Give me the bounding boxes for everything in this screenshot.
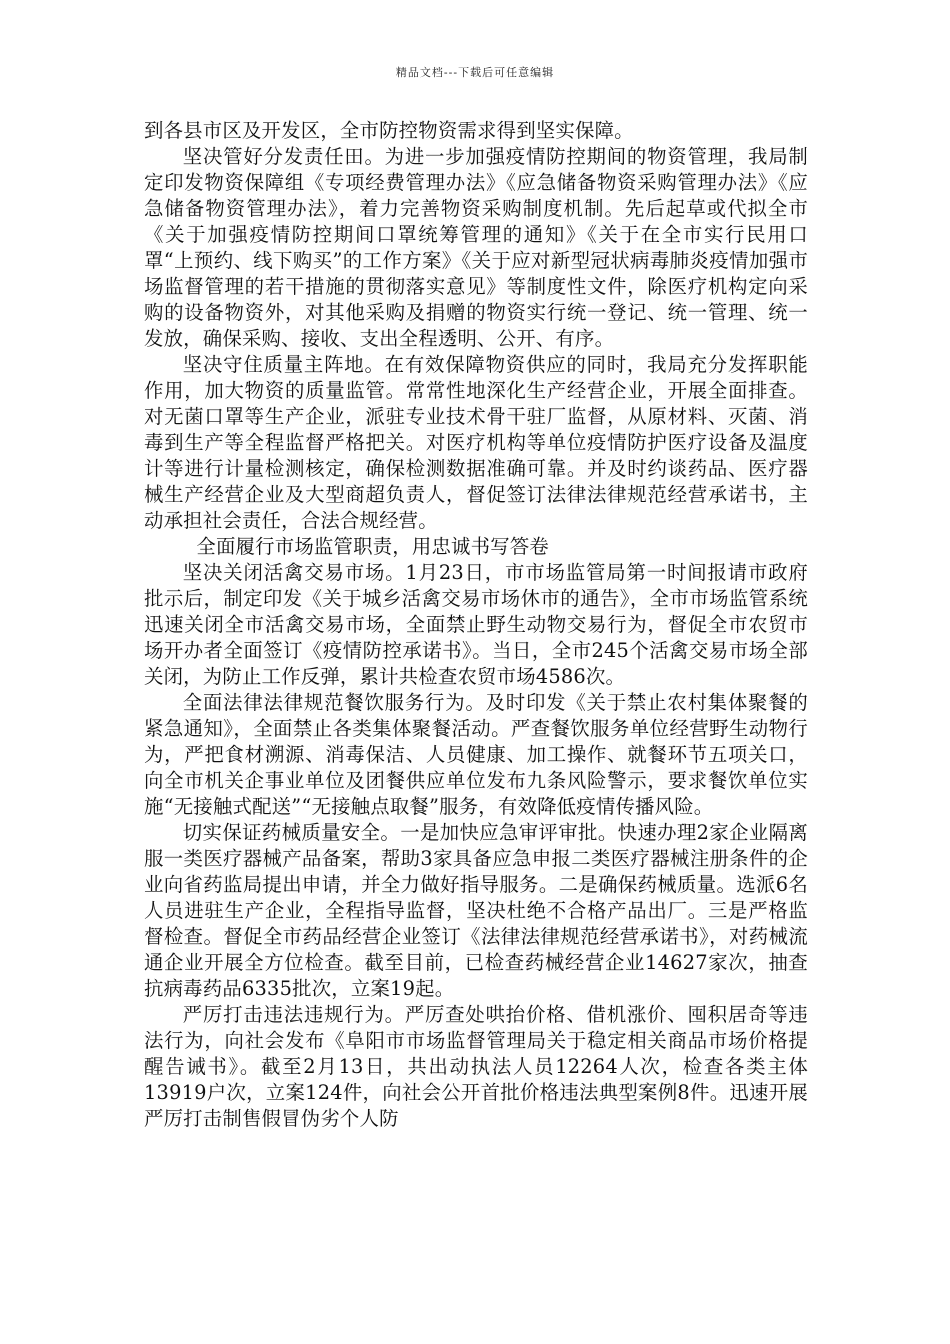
section-heading: 全面履行市场监管职责，用忠诚书写答卷 [196, 535, 550, 558]
paragraph-quality: 坚决守住质量主阵地。在有效保障物资供应的同时，我局充分发挥职能作用，加大物资的质量监管。常常性地深化生产经营企业，开展全面排查。对无菌口罩等生产企业，派驻专业技术骨干驻厂监督，从原材料、灭菌、消毒到生产等全程监督严格把关。对医疗机构等单位疫情防护医疗设备及温度计等进行计量检测核定，确保检测数据准确可靠。并及时约谈药品、医疗器械生产经营企业及大型商超负责人，督促签订法律法律规范经营承诺书，主动承担社会责任，合法合规经营。 [144, 353, 808, 532]
paragraph-poultry-market: 坚决关闭活禽交易市场。1月23日，市市场监管局第一时间报请市政府批示后，制定印发《关于城乡活禽交易市场休市的通告》，全市市场监管系统迅速关闭全市活禽交易市场，全面禁止野生动物交易行为，督促全市农贸市场开办者全面签订《疫情防控承诺书》。当日，全市245个活禽交易市场全部关闭，为防止工作反弹，累计共检查农贸市场4586次。 [144, 561, 808, 688]
paragraph-drug-safety: 切实保证药械质量安全。一是加快应急审评审批。快速办理2家企业隔离服一类医疗器械产品备案，帮助3家具备应急申报二类医疗器械注册条件的企业向省药监局提出申请，并全力做好指导服务。二是确保药械质量。选派6名人员进驻生产企业，全程指导监督，坚决杜绝不合格产品出厂。三是严格监督检查。督促全市药品经营企业签订《法律法律规范经营承诺书》，对药械流通企业开展全方位检查。截至目前，已检查药械经营企业14627家次，抽查抗病毒药品6335批次，立案19起。 [144, 821, 808, 1000]
paragraph-distribution: 坚决管好分发责任田。为进一步加强疫情防控期间的物资管理，我局制定印发物资保障组《专项经费管理办法》《应急储备物资采购管理办法》《应急储备物资管理办法》，着力完善物资采购制度机制。先后起草或代拟全市《关于加强疫情防控期间口罩统筹管理的通知》《关于在全市实行民用口罩“上预约、线下购买”的工作方案》《关于应对新型冠状病毒肺炎疫情加强市场监督管理的若干措施的贯彻落实意见》等制度性文件，除医疗机构定向采购的设备物资外，对其他采购及捐赠的物资实行统一登记、统一管理、统一发放，确保采购、接收、支出全程透明、公开、有序。 [144, 145, 808, 350]
paragraph-catering: 全面法律法律规范餐饮服务行为。及时印发《关于禁止农村集体聚餐的紧急通知》，全面禁止各类集体聚餐活动。严查餐饮服务单位经营野生动物行为，严把食材溯源、消毒保洁、人员健康、加工操作、就餐环节五项关口，向全市机关企事业单位及团餐供应单位发布九条风险警示，要求餐饮单位实施“无接触式配送”“无接触点取餐”服务，有效降低疫情传播风险。 [144, 691, 808, 818]
page-header: 精品文档---下载后可任意编辑 [395, 66, 555, 79]
paragraph-continuation: 到各县市区及开发区，全市防控物资需求得到坚实保障。 [144, 119, 634, 142]
document-body [144, 118, 808, 1132]
paragraph-enforcement: 严厉打击违法违规行为。严厉查处哄抬价格、借机涨价、囤积居奇等违法行为，向社会发布《阜阳市市场监督管理局关于稳定相关商品市场价格提醒告诫书》。截至2月13日，共出动执法人员12264人次，检查各类主体13919户次，立案124件，向社会公开首批价格违法典型案例8件。迅速开展严厉打击制售假冒伪劣个人防 [144, 1003, 808, 1130]
